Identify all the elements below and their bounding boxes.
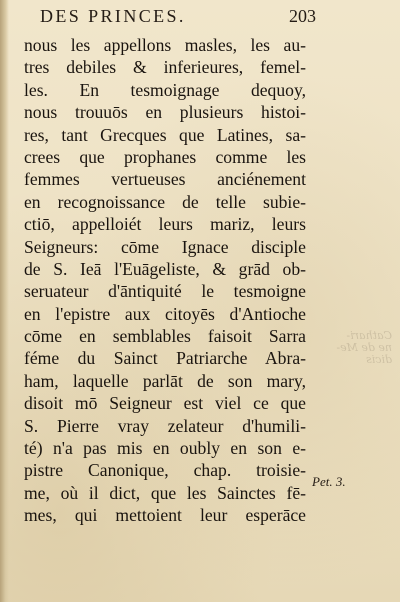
text-line: Seigneurs: cōme Ignace disciple <box>24 236 306 257</box>
text-line: nous les appellons masles, les au- <box>24 35 306 55</box>
text-line: disoit mō Seigneur est viel ce que <box>24 393 306 414</box>
text-line: tres debiles & inferieures, femel- <box>24 57 306 78</box>
text-line: seruateur d'āntiquité le tesmoigne <box>24 281 306 302</box>
running-head: DES PRINCES. <box>40 6 186 26</box>
text-line: de S. Ieā l'Euāgeliste, & grād ob- <box>24 258 306 279</box>
text-line: féme du Sainct Patriarche Abra- <box>24 348 306 369</box>
text-line: cōme en semblables faisoit Sarra <box>24 326 306 347</box>
text-line: mes, qui mettoient leur esperāce <box>24 505 306 526</box>
text-line: me, où il dict, que les Sainctes fē- <box>24 482 306 503</box>
page-gutter-shadow <box>0 0 9 602</box>
page-header <box>20 4 316 30</box>
text-line: les. En tesmoignage dequoy, <box>24 79 306 100</box>
text-line: nous trouuōs en plusieurs histoi- <box>24 102 306 123</box>
text-line: S. Pierre vray zelateur d'humili- <box>24 415 306 436</box>
margin-note: Pet. 3. <box>312 474 346 489</box>
text-line: res, tant Grecques que Latines, sa- <box>24 124 306 145</box>
bleed-through-text: Cathari- ne de Me- dicis <box>336 329 392 366</box>
text-line: ctiō, appelloiét leurs mariz, leurs <box>24 214 306 235</box>
text-line: té) n'a pas mis en oubly en son e- <box>24 438 306 459</box>
text-line: pistre Canonique, chap. troisie- <box>24 460 306 481</box>
text-line: en recognoissance de telle subie- <box>24 191 306 212</box>
text-line: femmes vertueuses anciénement <box>24 169 306 190</box>
page-number: 203 <box>289 6 316 26</box>
text-line: ham, laquelle parlāt de son mary, <box>24 370 306 391</box>
text-line: en l'epistre aux citoyēs d'Antioche <box>24 303 306 324</box>
body-text <box>24 34 306 527</box>
text-line: crees que prophanes comme les <box>24 146 306 167</box>
